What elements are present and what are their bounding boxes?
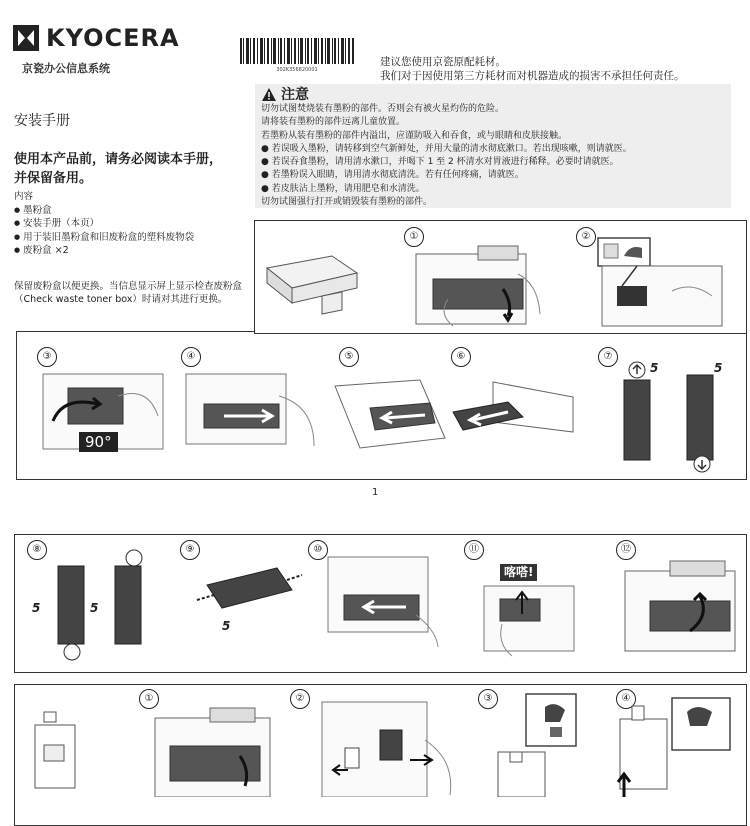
step-b3-cap-waste-box-illustration bbox=[490, 692, 590, 797]
step-10-marker: ⑩ bbox=[308, 540, 328, 560]
click-label bbox=[500, 564, 537, 581]
shake-count-label: 5 bbox=[32, 601, 41, 615]
caution-line: 请将装有墨粉的部件远离儿童放置。 bbox=[261, 117, 406, 128]
step-b1-marker: ① bbox=[139, 689, 159, 709]
step-4-marker: ④ bbox=[181, 347, 201, 367]
shake-count-label: 5 bbox=[90, 601, 99, 615]
angle-label-text: 90° bbox=[85, 433, 112, 451]
notice-line-1: 建议您使用京瓷原配耗材。 bbox=[380, 56, 506, 68]
step-6-unpack-new-toner-illustration bbox=[448, 372, 583, 457]
step-1-open-cover-illustration bbox=[408, 244, 548, 329]
caution-line: ● 若墨粉误入眼睛，请用清水彻底清洗。若有任何疼痛，请就医。 bbox=[261, 170, 524, 181]
frame-join-line bbox=[16, 331, 255, 332]
contents-list bbox=[14, 190, 194, 258]
subbrand: 京瓷办公信息系统 bbox=[22, 62, 110, 75]
step-12-close-cover-illustration bbox=[620, 556, 740, 661]
read-note bbox=[14, 150, 222, 188]
caution-box bbox=[255, 84, 731, 208]
caution-line: ● 若皮肤沾上墨粉，请用肥皂和水清洗。 bbox=[261, 183, 425, 194]
waste-box-note: 保留废粉盒以便更换。当信息显示屏上显示检查废粉盒（Check waste toner box）时请对其进行更换。 bbox=[14, 281, 243, 305]
step-b2-marker: ② bbox=[290, 689, 310, 709]
supplies-notice bbox=[380, 55, 685, 83]
barcode bbox=[240, 38, 355, 72]
step-7-marker: ⑦ bbox=[598, 347, 618, 367]
page-number: 1 bbox=[372, 487, 379, 498]
step-5-bag-old-toner-illustration bbox=[330, 368, 450, 453]
caution-line: ● 若误吞食墨粉，请用清水漱口，并喝下 1 至 2 杯清水对胃液进行稀释。必要时请就医。 bbox=[261, 157, 619, 168]
caution-line: 切勿试图强行打开或销毁装有墨粉的部件。 bbox=[261, 197, 433, 208]
kyocera-logo bbox=[12, 24, 180, 52]
toner-cartridge-illustration bbox=[262, 248, 362, 318]
caution-lines bbox=[261, 103, 632, 209]
step-2-marker: ② bbox=[576, 227, 596, 247]
contents-label: 内容 bbox=[14, 191, 34, 202]
step-4-remove-toner-illustration bbox=[184, 366, 324, 456]
step-8-shake-illustration bbox=[30, 548, 155, 663]
click-label-text: 喀嗒! bbox=[504, 565, 534, 579]
waste-toner-box-illustration bbox=[30, 710, 80, 790]
shake-count-label: 5 bbox=[650, 361, 659, 375]
notice-line-2: 我们对于因使用第三方耗材而对机器造成的损害不承担任何责任。 bbox=[380, 70, 685, 82]
caution-line: ● 若误吸入墨粉，请转移到空气新鲜处，并用大量的清水彻底漱口。若出现咳嗽，则请就医。 bbox=[261, 143, 632, 154]
step-9-shake-horizontal-illustration bbox=[192, 560, 307, 640]
step-7-shake-toner-illustration bbox=[612, 360, 737, 475]
read-note-line-2: 并保留备用。 bbox=[14, 171, 93, 186]
caution-line: 若墨粉从装有墨粉的部件内溢出，应谨防吸入和吞食，或与眼睛和皮肤接触。 bbox=[261, 130, 568, 141]
barcode-text: 302K356820001 bbox=[276, 67, 318, 72]
step-b4-close-waste-box-illustration bbox=[612, 694, 742, 797]
read-note-line-1: 使用本产品前，请务必阅读本手册， bbox=[14, 152, 223, 167]
step-12-marker: ⑫ bbox=[616, 540, 636, 560]
shake-count-label: 5 bbox=[222, 619, 231, 633]
contents-item: ● 废粉盒 ×2 bbox=[14, 244, 194, 258]
step-b4-marker: ④ bbox=[616, 689, 636, 709]
step-6-marker: ⑥ bbox=[451, 347, 471, 367]
step-2-release-lever-illustration bbox=[592, 236, 742, 331]
step-11-marker: ⑪ bbox=[464, 540, 484, 560]
shake-count-label: 5 bbox=[714, 361, 723, 375]
step-5-marker: ⑤ bbox=[339, 347, 359, 367]
caution-line: 切勿试图焚烧装有墨粉的部件。否则会有被火星灼伤的危险。 bbox=[261, 104, 505, 114]
manual-title: 安装手册 bbox=[14, 113, 70, 129]
step-b2-remove-waste-box-illustration bbox=[320, 700, 460, 797]
step-3-marker: ③ bbox=[37, 347, 57, 367]
kyocera-logo-icon bbox=[12, 24, 40, 52]
step-b1-open-cover-illustration bbox=[150, 706, 280, 797]
warning-icon bbox=[261, 87, 277, 102]
contents-item: ● 墨粉盒 bbox=[14, 204, 194, 218]
contents-item: ● 用于装旧墨粉盒和旧废粉盒的塑料废物袋 bbox=[14, 231, 194, 245]
angle-label bbox=[79, 432, 118, 452]
step-9-marker: ⑨ bbox=[180, 540, 200, 560]
step-10-insert-toner-illustration bbox=[326, 555, 446, 650]
caution-title bbox=[261, 84, 309, 104]
step-1-marker: ① bbox=[404, 227, 424, 247]
step-b3-marker: ③ bbox=[478, 689, 498, 709]
caution-title-text: 注意 bbox=[281, 87, 309, 103]
contents-item: ● 安装手册（本页） bbox=[14, 217, 194, 231]
brand-name: KYOCERA bbox=[46, 24, 180, 52]
step-8-marker: ⑧ bbox=[27, 540, 47, 560]
step-11-lock-toner-illustration bbox=[482, 584, 582, 659]
